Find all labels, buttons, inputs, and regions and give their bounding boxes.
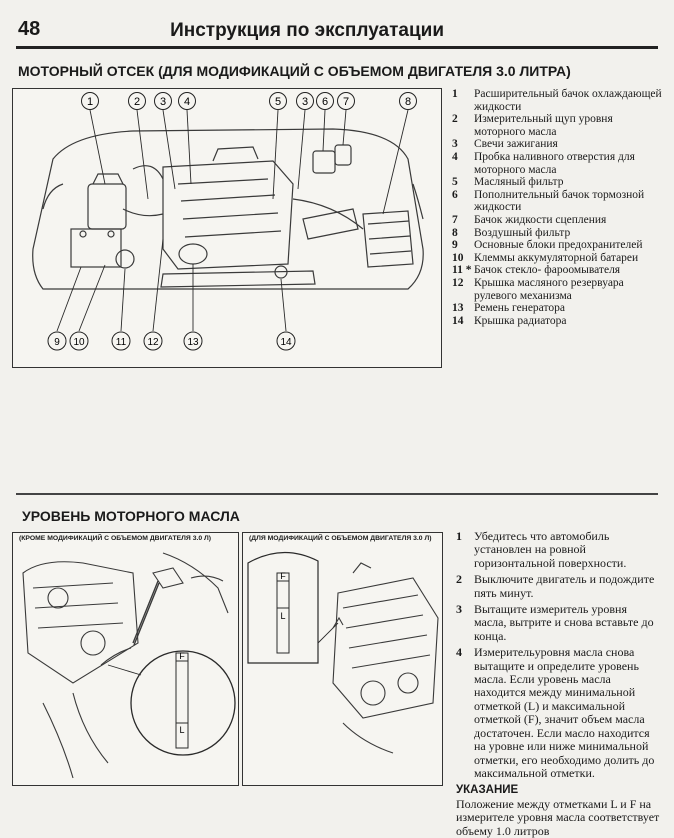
- svg-text:7: 7: [342, 96, 350, 108]
- legend-item: 14 Крышка радиатора: [452, 314, 567, 327]
- step-item: 4 Измерительуровня масла снова вытащите и определите уровень масла. Если уровень масла находится между минимальной отметкой (L) и максимальной отметкой (F), значит объем масла достаточен. Если масло находится на уровне или ниже минимальной отметки, его необходимо долить до максимальной отметки.: [456, 645, 655, 780]
- dipstick-mark-f: F: [179, 651, 185, 661]
- callout-12: [144, 332, 162, 350]
- legend-item: 12 Крышка масляного резервуара рулевого механизма: [452, 276, 624, 302]
- legend-item: 9 Основные блоки предохранителей: [452, 239, 643, 252]
- callout-14: [277, 332, 295, 350]
- oil-level-instructions: [456, 530, 662, 838]
- callout-3a: [155, 93, 172, 110]
- callout-4: [179, 93, 196, 110]
- svg-text:11: 11: [115, 337, 127, 348]
- legend-item: 8 Воздушный фильтр: [452, 226, 571, 239]
- svg-text:5: 5: [274, 96, 282, 108]
- legend-item: 3 Свечи зажигания: [452, 138, 558, 151]
- oil-check-illustration-left: [13, 533, 238, 785]
- note-text: Положение между отметками L и F на измерителе уровня масла соответствует объему 1.0 литров: [456, 796, 660, 838]
- legend-item: 10 Клеммы аккумуляторной батареи: [452, 251, 639, 264]
- legend-item: 4 Пробка наливного отверстия для моторного масла: [452, 150, 635, 176]
- step-item: 2 Выключите двигатель и подождите пять минут.: [456, 572, 655, 600]
- dipstick-mark-l-right: L: [280, 611, 286, 621]
- header-title: Инструкция по эксплуатации: [170, 20, 444, 41]
- svg-text:4: 4: [183, 96, 191, 108]
- callout-9: [48, 332, 66, 350]
- svg-text:8: 8: [404, 96, 412, 108]
- engine-bay-figure: [12, 88, 442, 368]
- legend-item: 11 * Бачок стекло- фароомывателя: [452, 264, 621, 277]
- svg-text:12: 12: [147, 337, 159, 348]
- note-title: УКАЗАНИЕ: [456, 784, 519, 797]
- callout-7: [338, 93, 355, 110]
- callout-5: [270, 93, 287, 110]
- oil-level-figure-left: [12, 532, 239, 786]
- header-rule: [16, 46, 658, 49]
- callout-8: [400, 93, 417, 110]
- callout-3b: [297, 93, 314, 110]
- section-divider: [16, 493, 658, 495]
- callout-1: [82, 93, 99, 110]
- svg-text:9: 9: [54, 337, 60, 348]
- figure-caption-left: (КРОМЕ МОДИФИКАЦИЙ С ОБЪЕМОМ ДВИГАТЕЛЯ 3.0 Л): [19, 535, 212, 542]
- svg-text:13: 13: [187, 337, 199, 348]
- legend-item: 5 Масляный фильтр: [452, 176, 564, 189]
- svg-text:10: 10: [73, 337, 85, 348]
- svg-text:6: 6: [321, 96, 329, 108]
- page-header: [18, 18, 656, 44]
- svg-text:14: 14: [280, 337, 292, 348]
- oil-check-illustration-right: [243, 533, 442, 785]
- legend-item: 13 Ремень генератора: [452, 302, 565, 315]
- svg-text:1: 1: [86, 96, 94, 108]
- dipstick-mark-l: L: [179, 725, 185, 735]
- callout-11: [112, 332, 130, 350]
- step-item: 3 Вытащите измеритель уровня масла, вытрите и снова вставьте до конца.: [456, 602, 654, 643]
- section-title-oil-level: УРОВЕНЬ МОТОРНОГО МАСЛА: [22, 508, 240, 524]
- callout-6: [317, 93, 334, 110]
- svg-text:3: 3: [301, 96, 309, 108]
- callout-10: [70, 332, 88, 350]
- svg-text:3: 3: [159, 96, 167, 108]
- callout-2: [129, 93, 146, 110]
- legend-item: 6 Пополнительный бачок тормозной жидкости: [452, 188, 645, 214]
- engine-bay-legend: [452, 88, 662, 327]
- section-title-engine-bay: МОТОРНЫЙ ОТСЕК (ДЛЯ МОДИФИКАЦИЙ С ОБЪЕМОМ ДВИГАТЕЛЯ 3.0 ЛИТРА): [18, 63, 571, 79]
- svg-text:2: 2: [133, 96, 141, 108]
- page-number: 48: [18, 18, 41, 40]
- legend-item: 1 Расширительный бачок охлаждающей жидкости: [452, 88, 662, 113]
- figure-caption-right: (ДЛЯ МОДИФИКАЦИЙ С ОБЪЕМОМ ДВИГАТЕЛЯ 3.0 Л): [249, 535, 432, 542]
- legend-item: 2 Измерительный щуп уровня моторного масла: [452, 113, 613, 138]
- oil-level-figure-right: [242, 532, 443, 786]
- legend-item: 7 Бачок жидкости сцепления: [452, 213, 607, 226]
- dipstick-mark-f-right: F: [280, 571, 286, 581]
- step-item: 1 Убедитесь что автомобиль установлен на ровной горизонтальной поверхности.: [456, 529, 627, 570]
- callout-13: [184, 332, 202, 350]
- engine-bay-illustration: [13, 89, 441, 367]
